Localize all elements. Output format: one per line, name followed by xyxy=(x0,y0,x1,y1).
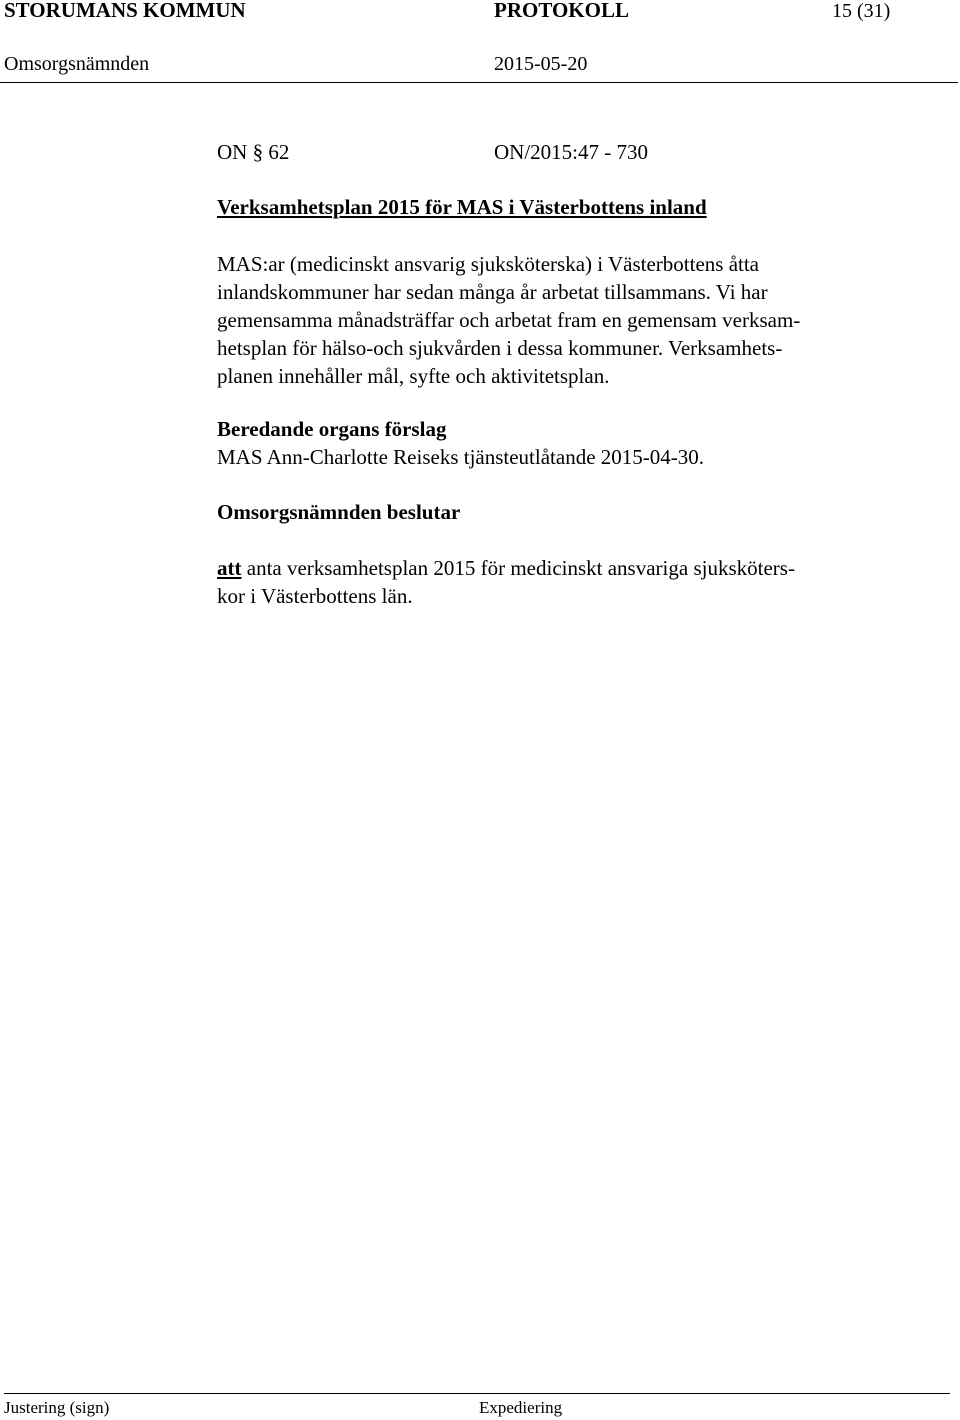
case-reference: ON/2015:47 - 730 xyxy=(494,140,648,164)
footer-divider xyxy=(4,1393,950,1394)
decision-heading: Omsorgsnämnden beslutar xyxy=(217,500,461,524)
intro-line: MAS:ar (medicinskt ansvarig sjuksköterska) i Västerbottens åtta xyxy=(217,252,760,276)
decision-text: anta verksamhetsplan 2015 för medicinskt ansvariga sjuksköters- xyxy=(241,556,795,580)
case-number: ON § 62 xyxy=(217,140,290,164)
proposal-text: MAS Ann-Charlotte Reiseks tjänsteutlåtande 2015-04-30. xyxy=(217,445,705,469)
intro-line: hetsplan för hälso-och sjukvården i dessa kommuner. Verksamhets- xyxy=(217,336,783,360)
intro-line: inlandskommuner har sedan många år arbetat tillsammans. Vi har xyxy=(217,280,768,304)
intro-line: planen innehåller mål, syfte och aktivitetsplan. xyxy=(217,364,610,388)
meeting-date: 2015-05-20 xyxy=(494,53,588,75)
intro-paragraph xyxy=(217,250,897,390)
proposal-heading: Beredande organs förslag xyxy=(217,417,447,441)
case-title: Verksamhetsplan 2015 för MAS i Västerbottens inland xyxy=(217,195,707,219)
decision-keyword: att xyxy=(217,556,242,580)
organization-name: STORUMANS KOMMUN xyxy=(4,0,246,22)
expediering-label: Expediering xyxy=(479,1398,563,1417)
decision-line xyxy=(217,554,795,582)
justering-label: Justering (sign) xyxy=(4,1398,110,1417)
decision-line-2: kor i Västerbottens län. xyxy=(217,584,413,608)
page-number: 15 (31) xyxy=(832,0,891,22)
committee-name: Omsorgsnämnden xyxy=(4,53,150,75)
header-divider xyxy=(0,82,958,83)
intro-line: gemensamma månadsträffar och arbetat fram en gemensam verksam- xyxy=(217,308,801,332)
document-type: PROTOKOLL xyxy=(494,0,629,22)
